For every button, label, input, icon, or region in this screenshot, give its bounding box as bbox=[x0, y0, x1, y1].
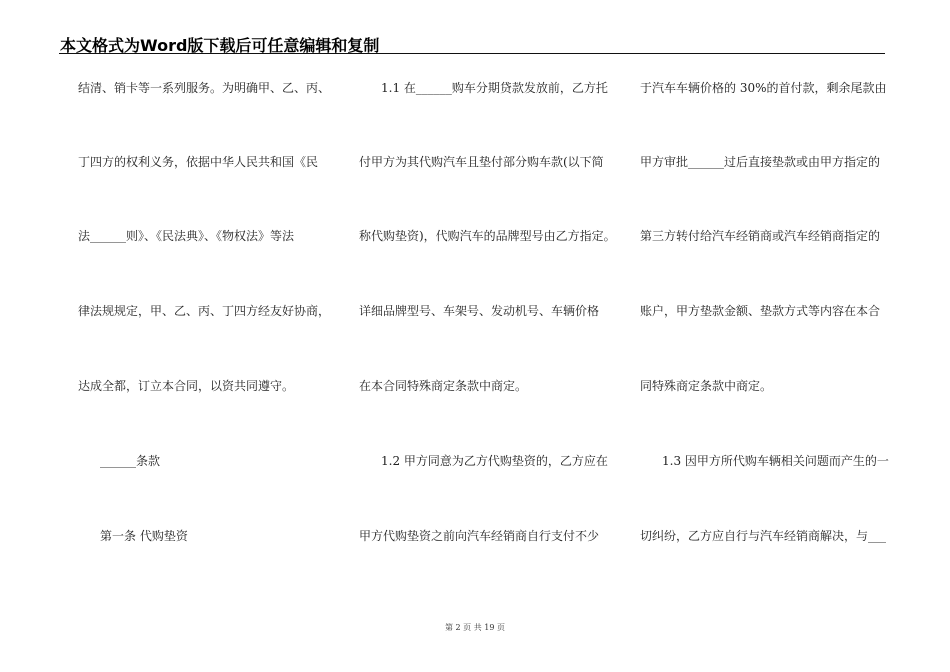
text-line: 详细品牌型号、车架号、发动机号、车辆价格 bbox=[359, 304, 600, 318]
text-line: 称代购垫资)，代购汽车的品牌型号由乙方指定。 bbox=[359, 229, 616, 243]
text-line: 在本合同特殊商定条款中商定。 bbox=[359, 379, 528, 393]
text-line: 于汽车车辆价格的 30%的首付款，剩余尾款由 bbox=[640, 81, 887, 95]
text-line: 付甲方为其代购汽车且垫付部分购车款(以下简 bbox=[359, 155, 604, 169]
text-line: 律法规规定，甲、乙、丙、丁四方经友好协商， bbox=[78, 304, 331, 318]
page-number: 第 2 页 共 19 页 bbox=[445, 623, 505, 632]
text-line: 账户，甲方垫款金额、垫款方式等内容在本合 bbox=[640, 304, 881, 318]
text-line: 结清、销卡等一系列服务。为明确甲、乙、丙、 bbox=[78, 81, 331, 95]
text-line: 1.3 因甲方所代购车辆相关问题而产生的一 bbox=[662, 454, 889, 468]
text-line: 达成全都，订立本合同，以资共同遵守。 bbox=[78, 379, 295, 393]
article-heading: 第一条 代购垫资 bbox=[100, 529, 188, 543]
section-heading: ______条款 bbox=[100, 454, 161, 468]
text-line: 1.2 甲方同意为乙方代购垫资的，乙方应在 bbox=[381, 454, 608, 468]
text-line: 甲方代购垫资之前向汽车经销商自行支付不少 bbox=[359, 529, 600, 543]
header-divider bbox=[59, 53, 885, 54]
text-line: 甲方审批______过后直接垫款或由甲方指定的 bbox=[640, 155, 881, 169]
page-header-title: 本文格式为Word版下载后可任意编辑和复制 bbox=[60, 36, 380, 55]
text-line: 1.1 在______购车分期贷款发放前，乙方托 bbox=[381, 81, 608, 95]
text-line: 同特殊商定条款中商定。 bbox=[640, 379, 773, 393]
text-line: 第三方转付给汽车经销商或汽车经销商指定的 bbox=[640, 229, 881, 243]
text-line: 法______则》、《民法典》、《物权法》等法 bbox=[78, 229, 295, 243]
text-line: 切纠纷，乙方应自行与汽车经销商解决，与___ bbox=[640, 529, 887, 543]
text-line: 丁四方的权利义务，依据中华人民共和国《民 bbox=[78, 155, 319, 169]
